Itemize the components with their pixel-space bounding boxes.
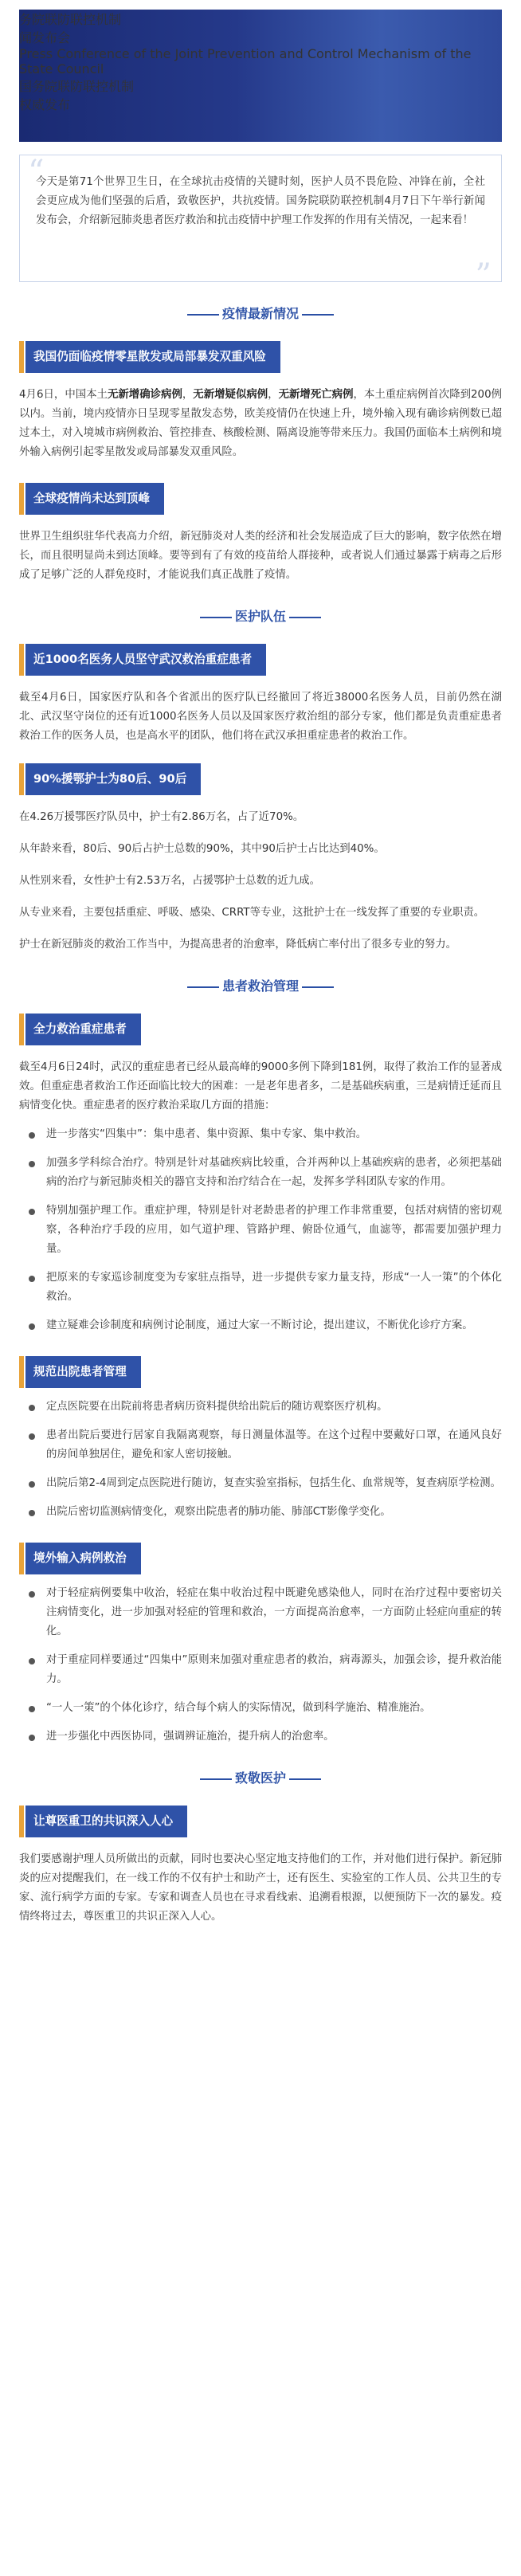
bullet-icon xyxy=(29,1735,35,1741)
list-item: 建立疑难会诊制度和病例讨论制度，通过大家一不断讨论，提出建议，不断优化诊疗方案。 xyxy=(19,1316,502,1335)
sub-header-label: 90%援鄂护士为80后、90后 xyxy=(25,763,201,795)
sub-accent-bar xyxy=(19,644,24,676)
sub-header-wuhan-team xyxy=(19,644,502,676)
sub-header-discharge xyxy=(19,1356,502,1388)
banner-bg-title-2: 闻发布会 xyxy=(19,30,71,45)
paragraph-nurse-ratio: 在4.26万援鄂医疗队员中，护士有2.86万名，占了近70%。 xyxy=(19,811,304,823)
paragraph-wuhan-team: 截至4月6日，国家医疗队和各个省派出的医疗队已经撤回了将近38000名医务人员，目前仍然在湖北、武汉坚守岗位的还有近1000名医务人员以及国家医疗救治组的部分专家，他们都是负责重症患者救治工作的医务人员，也是高水平的团队，他们将在武汉承担重症患者的救治工作。 xyxy=(19,692,502,742)
header-banner xyxy=(0,0,521,142)
list-item: 定点医院要在出院前将患者病历资料提供给出院后的随访观察医疗机构。 xyxy=(19,1398,502,1417)
list-item: 对于轻症病例要集中收治，轻症在集中收治过程中既避免感染他人，同时在治疗过程中要密切关注病情变化，进一步加强对轻症的管理和救治，一方面提高治愈率，一方面防止轻症向重症的转化。 xyxy=(19,1584,502,1641)
list-item: 对于重症同样要通过“四集中”原则来加强对重症患者的救治，病毒源头，加强会诊，提升救治能力。 xyxy=(19,1651,502,1689)
intro-box xyxy=(19,154,502,294)
sub-header-imported xyxy=(19,1543,502,1574)
paragraph-salute: 我们要感谢护理人员所做出的贡献，同时也要决心坚定地支持他们的工作，并对他们进行保护。新冠肺炎的应对提醒我们，在一线工作的不仅有护士和助产士，还有医生、实验室的工作人员、公共卫生的专家、流行病学方面的专家。专家和调查人员也在寻求看线索、追溯看根源，以便预防下一次的暴发。疫情终将过去，尊医重卫的共识正深入人心。 xyxy=(19,1853,502,1923)
banner-title-line2: 权威发布 xyxy=(19,97,71,112)
sub-header-label: 境外输入病例救治 xyxy=(25,1543,141,1574)
sub-header-label: 规范出院患者管理 xyxy=(25,1356,141,1388)
sub-accent-bar xyxy=(19,1356,24,1388)
sub-header-global-peak xyxy=(19,483,502,515)
sub-header-label: 全球疫情尚未达到顶峰 xyxy=(25,483,164,515)
sub-accent-bar xyxy=(19,1543,24,1574)
sub-header-respect-medics xyxy=(19,1806,502,1837)
banner-title-line1: 国务院联防联控机制 xyxy=(19,79,135,94)
list-item: 出院后密切监测病情变化，观察出院患者的肺功能、肺部CT影像学变化。 xyxy=(19,1503,502,1522)
bullet-icon xyxy=(29,1433,35,1440)
section-header-medical-team: 医护队伍 xyxy=(0,601,521,633)
sub-accent-bar xyxy=(19,341,24,373)
paragraph-nurse-gender: 从性别来看，女性护士有2.53万名，占援鄂护士总数的近九成。 xyxy=(19,875,320,887)
sub-header-double-risk xyxy=(19,341,502,373)
bullet-icon xyxy=(29,1405,35,1411)
sub-header-label: 让尊医重卫的共识深入人心 xyxy=(25,1806,187,1837)
bullet-icon xyxy=(29,1161,35,1167)
list-item: 把原来的专家巡诊制度变为专家驻点指导，进一步提供专家力量支持，形成“一人一策”的个体化救治。 xyxy=(19,1268,502,1307)
close-quote-icon: ” xyxy=(475,257,492,294)
sub-header-label: 全力救治重症患者 xyxy=(25,1014,141,1045)
section-header-patient-care: 患者救治管理 xyxy=(0,970,521,1002)
paragraph-latest-situation: 4月6日，中国本土无新增确诊病例，无新增疑似病例，无新增死亡病例，本土重症病例首次降到200例以内。当前，境内疫情亦日呈现零星散发态势，欧美疫情仍在快速上升，境外输入现有确诊病例数已超过本土，对入境城市病例救治、管控排查、核酸检测、隔离设施等带来压力。我国仍面临本土病例和境外输入病例引起零星散发或局部暴发双重风险。 xyxy=(19,389,503,458)
list-item: 患者出院后要进行居家自我隔离观察，每日测量体温等。在这个过程中要戴好口罩，在通风良好的房间单独居住，避免和家人密切接触。 xyxy=(19,1426,502,1464)
sub-accent-bar xyxy=(19,1806,24,1837)
list-item: 特别加强护理工作。重症护理，特别是针对老龄患者的护理工作非常重要，包括对病情的密切观察，各种治疗手段的应用，如气道护理、管路护理、俯卧位通气，血滤等，都需要加强护理力量。 xyxy=(19,1202,502,1259)
section-header-latest: 疫情最新情况 xyxy=(0,298,521,330)
sub-header-label: 我国仍面临疫情零星散发或局部暴发双重风险 xyxy=(25,341,280,373)
list-item: 进一步落实“四集中”：集中患者、集中资源、集中专家、集中救治。 xyxy=(19,1125,502,1144)
bullet-icon xyxy=(29,1323,35,1330)
bullet-icon xyxy=(29,1276,35,1282)
paragraph-nurse-specialty: 从专业来看，主要包括重症、呼吸、感染、CRRT等专业，这批护士在一线发挥了重要的专业职责。 xyxy=(19,907,485,919)
bullet-icon xyxy=(29,1132,35,1139)
paragraph-nurse-effort: 护士在新冠肺炎的救治工作当中，为提高患者的治愈率，降低病亡率付出了很多专业的努力。 xyxy=(19,939,457,951)
banner-image xyxy=(19,10,502,142)
paragraph-nurse-age: 从年龄来看，80后、90后占护士总数的90%，其中90后护士占比达到40%。 xyxy=(19,843,385,855)
sub-accent-bar xyxy=(19,483,24,515)
list-item: 加强多学科综合治疗。特别是针对基础疾病比较重，合并两种以上基础疾病的患者，必须把基础病的治疗与新冠肺炎相关的器官支持和治疗结合在一起，发挥多学科团队专家的作用。 xyxy=(19,1154,502,1192)
bullet-icon xyxy=(29,1706,35,1712)
intro-text: 今天是第71个世界卫生日，在全球抗击疫情的关键时刻，医护人员不畏危险、冲锋在前，全社会更应成为他们坚强的后盾，致敬医护，共抗疫情。国务院联防联控机制4月7日下午举行新闻发布会，介绍新冠肺炎患者医疗救治和抗击疫情中护理工作发挥的作用有关情况，一起来看！ xyxy=(36,176,485,226)
banner-bg-english: Press Conference of the Joint Prevention and Control Mechanism of the State Council xyxy=(19,46,472,76)
sub-header-severe-care xyxy=(19,1014,502,1045)
open-quote-icon: “ xyxy=(28,154,45,190)
paragraph-severe-status: 截至4月6日24时，武汉的重症患者已经从最高峰的9000多例下降到181例，取得了救治工作的显著成效。但重症患者救治工作还面临比较大的困难：一是老年患者多，二是基础疾病重，三是病情迁延而且病情变化快。重症患者的医疗救治采取几方面的措施： xyxy=(19,1061,502,1112)
section-header-salute: 致敬医护 xyxy=(0,1762,521,1794)
bullet-icon xyxy=(29,1510,35,1516)
list-item: 进一步强化中西医协同，强调辨证施治，提升病人的治愈率。 xyxy=(19,1727,502,1747)
bullet-icon xyxy=(29,1658,35,1664)
sub-header-label: 近1000名医务人员坚守武汉救治重症患者 xyxy=(25,644,266,676)
sub-accent-bar xyxy=(19,763,24,795)
list-item: “一人一策”的个体化诊疗，结合每个病人的实际情况，做到科学施治、精准施治。 xyxy=(19,1699,502,1718)
sub-header-nurses-age xyxy=(19,763,502,795)
banner-bg-title-1: 务院联防联控机制 xyxy=(19,12,122,27)
bullet-icon xyxy=(29,1591,35,1598)
paragraph-who: 世界卫生组织驻华代表高力介绍，新冠肺炎对人类的经济和社会发展造成了巨大的影响，数字依然在增长，而且很明显尚未到达顶峰。要等到有了有效的疫苗给人群接种，或者说人们通过暴露于病毒之后形成了足够广泛的人群免疫时，才能说我们真正战胜了疫情。 xyxy=(19,531,502,581)
bullet-icon xyxy=(29,1481,35,1488)
list-item: 出院后第2-4周到定点医院进行随访，复查实验室指标，包括生化、血常规等，复查病原学检测。 xyxy=(19,1474,502,1493)
bullet-icon xyxy=(29,1209,35,1215)
sub-accent-bar xyxy=(19,1014,24,1045)
